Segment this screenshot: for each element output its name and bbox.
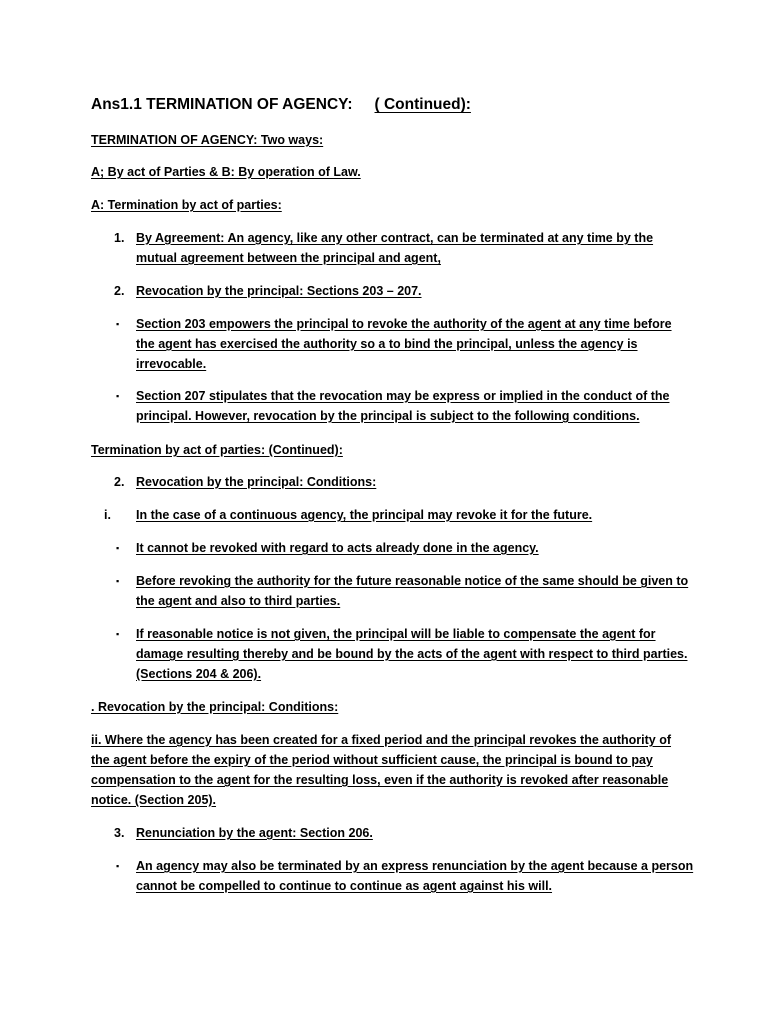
item1-line2: mutual agreement between the principal and agent, <box>136 251 441 265</box>
heading-ways-list: A; By act of Parties & B: By operation of Law. <box>91 165 361 179</box>
list-roman-numeral: i. <box>104 508 111 522</box>
bullet-done-line1: It cannot be revoked with regard to acts already done in the agency. <box>136 541 539 555</box>
list-number: 2. <box>114 475 125 489</box>
heading-section-a: A: Termination by act of parties: <box>91 198 282 212</box>
heading-conditions: . Revocation by the principal: Conditions: <box>91 700 339 714</box>
bullet-203-line2: the agent has exercised the authority so a to bind the principal, unless the agency is <box>136 337 638 351</box>
bullet-marker: ▪ <box>116 576 120 586</box>
bullet-207-line1: Section 207 stipulates that the revocation may be express or implied in the conduct of the <box>136 389 670 403</box>
para-ii-line3: compensation to the agent for the resulting loss, even if the authority is revoked after reasonable <box>91 773 669 787</box>
item3-line1: Renunciation by the agent: Section 206. <box>136 826 373 840</box>
list-number: 1. <box>114 231 125 245</box>
bullet-notice-line1: Before revoking the authority for the future reasonable notice of the same should be given to <box>136 574 689 588</box>
para-ii-line4: notice. (Section 205). <box>91 793 217 807</box>
heading-two-ways: TERMINATION OF AGENCY: Two ways: <box>91 133 324 147</box>
page-title <box>91 94 471 116</box>
bullet-marker: ▪ <box>116 391 120 401</box>
bullet-marker: ▪ <box>116 543 120 553</box>
bullet-marker: ▪ <box>116 629 120 639</box>
bullet-compensate-line1: If reasonable notice is not given, the principal will be liable to compensate the agent for <box>136 627 656 641</box>
bullet-compensate-line3: (Sections 204 & 206). <box>136 667 262 681</box>
item2b-line1: Revocation by the principal: Conditions: <box>136 475 377 489</box>
title-continued: ( Continued): <box>374 96 471 113</box>
heading-continued: Termination by act of parties: (Continued): <box>91 443 343 457</box>
para-ii-line2: the agent before the expiry of the period without sufficient cause, the principal is bound to pay <box>91 753 653 767</box>
bullet-marker: ▪ <box>116 861 120 871</box>
bullet-compensate-line2: damage resulting thereby and be bound by the acts of the agent with respect to third parties. <box>136 647 688 661</box>
bullet-notice-line2: the agent and also to third parties. <box>136 594 341 608</box>
bullet-207-line2: principal. However, revocation by the principal is subject to the following conditions. <box>136 409 640 423</box>
list-number: 3. <box>114 826 125 840</box>
bullet-renunciation-line1: An agency may also be terminated by an express renunciation by the agent because a person <box>136 859 694 873</box>
list-number: 2. <box>114 284 125 298</box>
bullet-203-line1: Section 203 empowers the principal to revoke the authority of the agent at any time before <box>136 317 672 331</box>
item-i-line1: In the case of a continuous agency, the principal may revoke it for the future. <box>136 508 593 522</box>
item1-line1: By Agreement: An agency, like any other contract, can be terminated at any time by the <box>136 231 654 245</box>
bullet-marker: ▪ <box>116 319 120 329</box>
bullet-203-line3: irrevocable. <box>136 357 207 371</box>
title-main: Ans1.1 TERMINATION OF AGENCY: <box>91 96 353 113</box>
item2-line1: Revocation by the principal: Sections 203 – 207. <box>136 284 422 298</box>
para-ii-line1: ii. Where the agency has been created for a fixed period and the principal revokes the authority of <box>91 733 672 747</box>
bullet-renunciation-line2: cannot be compelled to continue to continue as agent against his will. <box>136 879 553 893</box>
